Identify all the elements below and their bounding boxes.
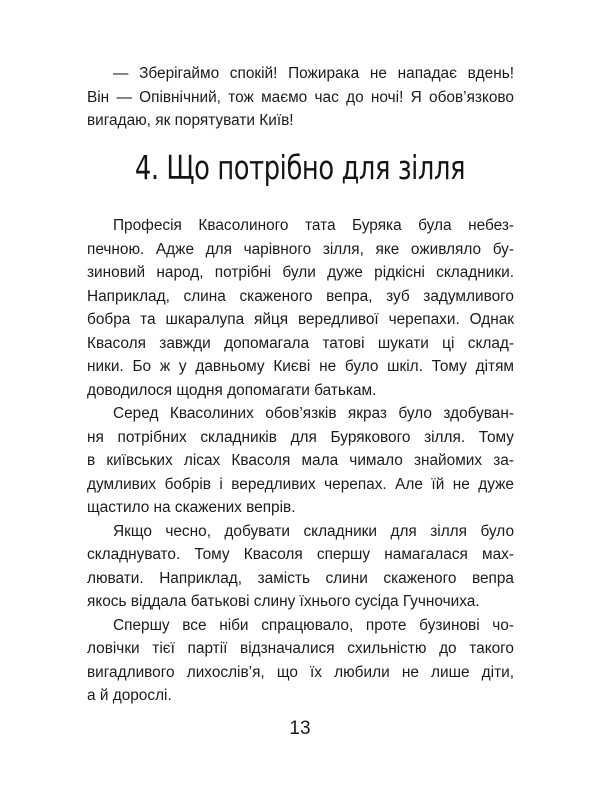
text-line: зиновий народ, потрібні були дуже рідкісні складники. [87,264,514,281]
chapter-title: 4. Що потрібно для зілля [134,148,466,187]
paragraph [87,214,514,402]
text-line: вигадливого лихослів’я, що їх любили не лише діти, [87,663,514,681]
intro-paragraph [87,62,514,133]
text-line: Якщо чесно, добувати складники для зілля було [113,522,514,540]
page-number: 13 [289,718,311,739]
text-line: доводилося щодня допомагати батькам. [87,381,377,399]
text-line: бобра та шкаралупа яйця вередливої черепахи. Однак [87,311,514,328]
paragraph [87,614,514,708]
text-line: щастило на скажених вепрів. [87,499,296,516]
text-line: ня потрібних складників для Бурякового зілля. Тому [87,428,514,446]
text-line: Серед Квасолиних обов’язків якраз було здобуван- [113,405,514,422]
text-line: Наприклад, слина скаженого вепра, зуб задумливого [87,287,514,305]
text-line: Професія Квасолиного тата Буряка була небез- [113,217,514,234]
paragraph [87,62,514,133]
text-line: складнувато. Тому Квасоля спершу намагалася мах- [87,546,514,563]
text-line: ловічки тієї партії відзначалися схильністю до такого [87,640,514,657]
chapter-body [87,214,514,708]
text-line: думливих бобрів і вередливих черепах. Але їй не дуже [87,475,514,493]
paragraph [87,520,514,614]
text-line: Він — Опівнічний, тож маємо час до ночі! Я обов’язково [87,88,514,106]
text-line: в київських лісах Квасоля мала чимало знайомих за- [87,452,514,469]
text-line: якось віддала батькові слину їхнього сусіда Гучночиха. [87,593,480,610]
text-line: печною. Адже для чарівного зілля, яке оживляло бу- [87,240,514,258]
text-line: Спершу все ніби спрацювало, проте бузинові чо- [113,616,514,634]
paragraph [87,402,514,520]
text-line: Квасоля завжди допомагала татові шукати ці склад- [87,334,514,352]
text-line: лювати. Наприклад, замість слини скаженого вепра [87,569,514,587]
text-line: ники. Бо ж у давньому Києві не було шкіл. Тому дітям [87,358,514,375]
text-line: вигадаю, як порятувати Київ! [87,112,294,129]
text-line: а й дорослі. [87,687,172,704]
text-line: — Зберігаймо спокій! Пожирака не нападає вдень! [113,65,514,82]
